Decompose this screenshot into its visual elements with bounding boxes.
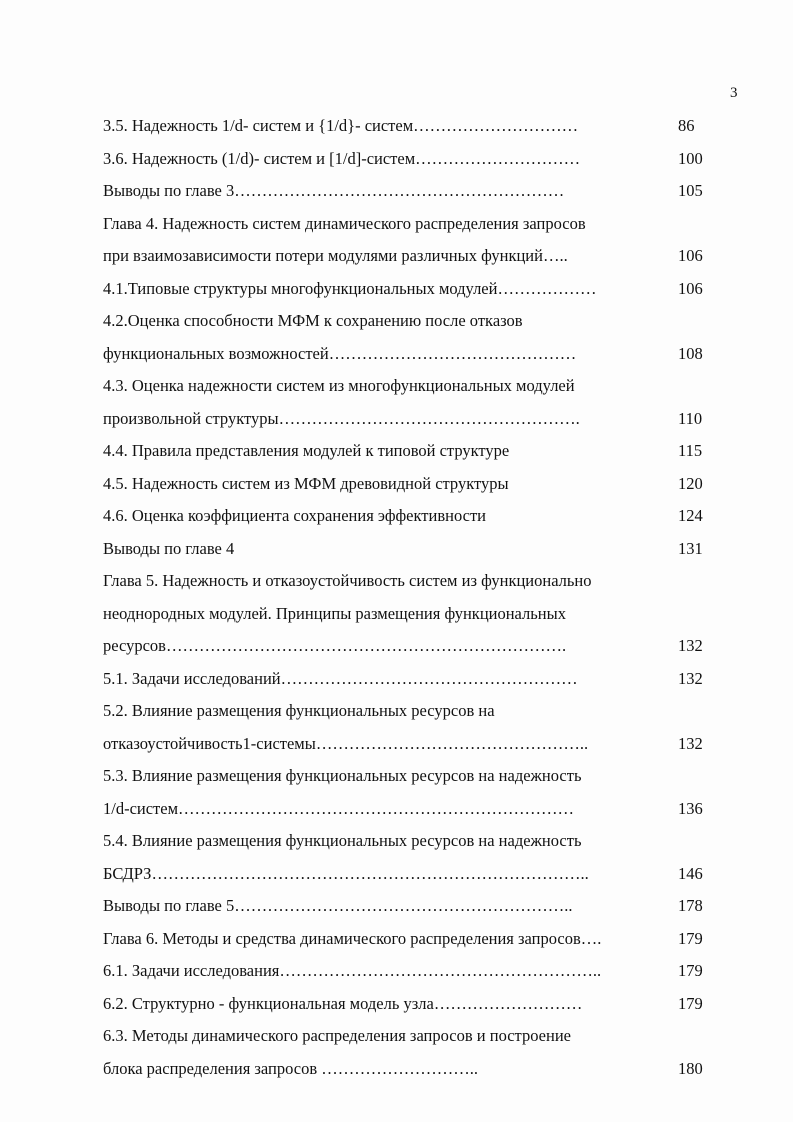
toc-line-page: 120 bbox=[678, 473, 703, 493]
toc-line-page: 100 bbox=[678, 148, 703, 168]
toc-line-page: 108 bbox=[678, 343, 703, 363]
toc-line bbox=[103, 240, 715, 273]
toc-line-page: 132 bbox=[678, 636, 703, 655]
toc-line bbox=[103, 955, 715, 988]
toc-line-page: 146 bbox=[678, 863, 703, 883]
toc-line-page: 136 bbox=[678, 798, 703, 818]
toc-line bbox=[103, 208, 715, 241]
toc-line bbox=[103, 110, 715, 143]
toc-line bbox=[103, 728, 715, 761]
toc-line bbox=[103, 403, 715, 436]
toc-line bbox=[103, 793, 715, 826]
toc-line-text: БСДРЗ…………………………………………………………………….. bbox=[103, 863, 589, 883]
toc-line-page: 106 bbox=[678, 246, 703, 265]
toc-line bbox=[103, 630, 715, 663]
toc-line-text: блока распределения запросов ……………………….. bbox=[103, 1058, 479, 1078]
toc-line bbox=[103, 533, 715, 566]
toc-line-text: Глава 4. Надежность систем динамического распределения запросов bbox=[103, 213, 586, 233]
toc-line bbox=[103, 468, 715, 501]
toc-line bbox=[103, 435, 715, 468]
toc-line-page: 131 bbox=[678, 538, 703, 558]
toc-line-text: произвольной структуры………………………………………………. bbox=[103, 408, 580, 428]
toc-line-page: 179 bbox=[678, 961, 703, 980]
toc-line-text: Выводы по главе 4 bbox=[103, 538, 235, 558]
toc-line-page: 110 bbox=[678, 408, 703, 428]
toc-line bbox=[103, 858, 715, 891]
toc-line bbox=[103, 305, 715, 338]
toc-line-text: 4.2.Оценка способности МФМ к сохранению после отказов bbox=[103, 311, 523, 330]
toc-line-text: функциональных возможностей……………………………………… bbox=[103, 343, 577, 363]
toc-line-text: 5.3. Влияние размещения функциональных ресурсов на надежность bbox=[103, 766, 582, 785]
toc-line bbox=[103, 370, 715, 403]
toc-line-page: 124 bbox=[678, 506, 703, 525]
toc-line-text: 5.4. Влияние размещения функциональных ресурсов на надежность bbox=[103, 831, 582, 850]
toc-line-text: при взаимозависимости потери модулями различных функций….. bbox=[103, 246, 568, 265]
page-number: 3 bbox=[730, 85, 738, 101]
toc-line bbox=[103, 695, 715, 728]
toc-line bbox=[103, 890, 715, 923]
toc-line-text: Глава 6. Методы и средства динамического распределения запросов…. bbox=[103, 928, 602, 948]
toc-line-text: 5.2. Влияние размещения функциональных ресурсов на bbox=[103, 701, 495, 720]
toc-line-text: ресурсов………………………………………………………………. bbox=[103, 636, 567, 655]
toc-line bbox=[103, 760, 715, 793]
toc-line-text: 4.6. Оценка коэффициента сохранения эффективности bbox=[103, 506, 486, 525]
toc-line-text: Выводы по главе 5…………………………………………………….. bbox=[103, 896, 573, 915]
toc-line bbox=[103, 1020, 715, 1053]
toc-line-text: Глава 5. Надежность и отказоустойчивость систем из функционально bbox=[103, 571, 592, 590]
toc-line-text: 6.2. Структурно - функциональная модель узла……………………… bbox=[103, 993, 583, 1013]
toc-line bbox=[103, 143, 715, 176]
toc-line-text: неоднородных модулей. Принципы размещения функциональных bbox=[103, 603, 566, 623]
toc-line bbox=[103, 663, 715, 696]
toc-line-text: 3.6. Надежность (1/d)- систем и [1/d]-систем………………………… bbox=[103, 148, 581, 168]
toc-line bbox=[103, 598, 715, 631]
toc-line-text: 6.1. Задачи исследования………………………………………………….. bbox=[103, 961, 602, 980]
toc-line bbox=[103, 500, 715, 533]
toc-line bbox=[103, 825, 715, 858]
toc-line-text: 6.3. Методы динамического распределения запросов и построение bbox=[103, 1026, 571, 1045]
toc-line-page: 105 bbox=[678, 181, 703, 200]
toc-line-text: 3.5. Надежность 1/d- систем и {1/d}- систем………………………… bbox=[103, 116, 579, 135]
table-of-contents bbox=[103, 110, 715, 1085]
toc-line bbox=[103, 338, 715, 371]
toc-line-text: 5.1. Задачи исследований……………………………………………… bbox=[103, 668, 578, 688]
toc-line-page: 106 bbox=[678, 278, 703, 298]
toc-line-page: 179 bbox=[678, 928, 703, 948]
toc-line bbox=[103, 175, 715, 208]
toc-line-page: 178 bbox=[678, 896, 703, 915]
toc-line-text: отказоустойчивость1-системы………………………………………….. bbox=[103, 733, 589, 753]
toc-line-page: 132 bbox=[678, 668, 703, 688]
toc-line bbox=[103, 565, 715, 598]
toc-line-page: 115 bbox=[678, 441, 703, 460]
toc-line-text: 4.1.Типовые структуры многофункциональных модулей……………… bbox=[103, 278, 597, 298]
toc-line-page: 132 bbox=[678, 733, 703, 753]
toc-line-page: 180 bbox=[678, 1058, 703, 1078]
toc-line bbox=[103, 273, 715, 306]
toc-line-text: Выводы по главе 3…………………………………………………… bbox=[103, 181, 565, 200]
toc-line-text: 4.3. Оценка надежности систем из многофункциональных модулей bbox=[103, 376, 575, 395]
toc-line bbox=[103, 923, 715, 956]
toc-line bbox=[103, 1053, 715, 1086]
toc-line bbox=[103, 988, 715, 1021]
toc-line-text: 1/d-систем……………………………………………………………… bbox=[103, 798, 575, 818]
toc-line-page: 179 bbox=[678, 993, 703, 1013]
toc-line-text: 4.4. Правила представления модулей к типовой структуре bbox=[103, 441, 510, 460]
toc-line-text: 4.5. Надежность систем из МФМ древовидной структуры bbox=[103, 473, 509, 493]
toc-line-page: 86 bbox=[678, 116, 695, 135]
